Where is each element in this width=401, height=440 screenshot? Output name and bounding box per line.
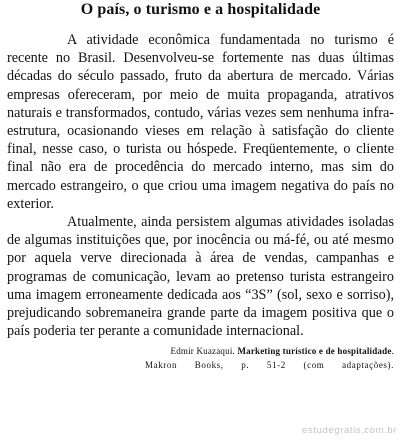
document-title: O país, o turismo e a hospitalidade	[80, 1, 321, 18]
citation-work-title: Marketing turístico e de hospitalidade	[237, 346, 392, 357]
source-citation	[7, 344, 394, 372]
document-page	[7, 0, 394, 372]
citation-author: Edmir Kuazaqui.	[170, 346, 235, 357]
paragraph-2: Atualmente, ainda persistem algumas atividades isoladas de algumas instituições que, por inocência ou má-fé, ou até mesmo por aquela verve direcionada à área de vendas, campanhas e programas de comunicação, levam ao pretenso turista estrangeiro uma imagem erroneamente dedicada aos “3S” (sol, sexo e sorriso), prejudicando sobremaneira grande parte da imagem positiva que o país poderia ter perante a comunidade internacional.	[7, 214, 394, 340]
citation-period: .	[391, 346, 394, 357]
document-body	[7, 31, 394, 340]
citation-publisher: Makron Books, p. 51-2 (com adaptações).	[145, 360, 394, 371]
paragraph-1: A atividade econômica fundamentada no turismo é recente no Brasil. Desenvolveu-se fortemente nas duas últimas décadas do século passado, fruto da abertura de mercado. Várias empresas ofereceram, por meio de muita propaganda, atrativos naturais e transformados, contudo, várias vezes sem nenhuma infra-estrutura, ocasionando vieses em relação à satisfação do cliente final, nesse caso, o turista ou hóspede. Freqüentemente, o cliente final não era de procedência do mercado interno, mas sim do mercado estrangeiro, o que criou uma imagem negativa do país no exterior.	[7, 32, 394, 212]
site-watermark: estudegratis.com.br	[302, 425, 397, 436]
